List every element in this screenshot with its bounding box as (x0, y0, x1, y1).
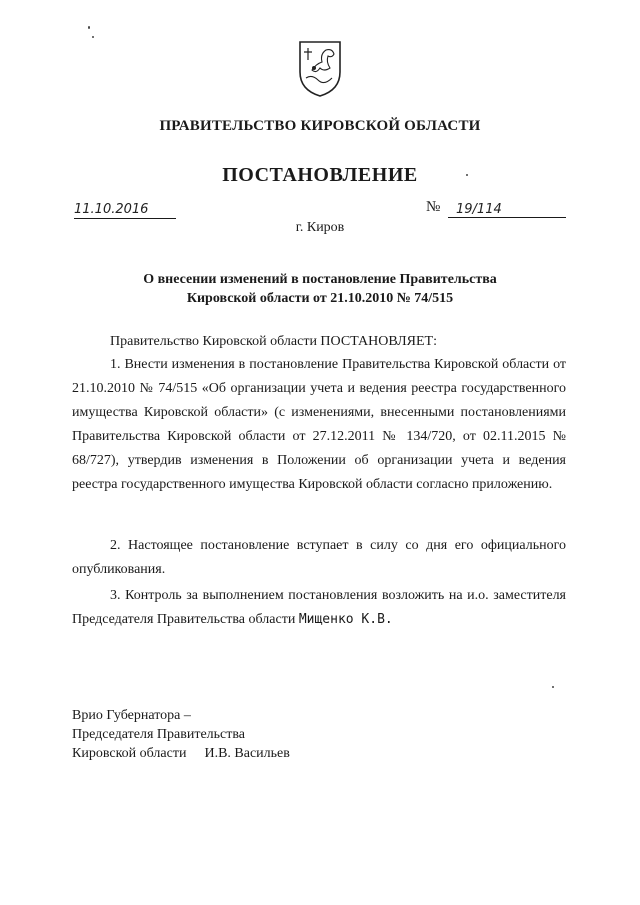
document-date-field (74, 201, 176, 219)
scan-speck (92, 36, 94, 38)
scan-speck (88, 26, 90, 29)
signature-block (72, 706, 290, 763)
item-1-text: 1. Внести изменения в постановление Правительства Кировской области от 21.10.2010 № 74/515 «Об организации учета и ведения реестра государственного имущества Кировской области» (с изменениями, внесенными постановлениями Правительства Кировской области от 27.12.2011 № 134/720, от 02.11.2015 № 68/727), утвердив изменения в Положении об организации учета и ведения реестра государственного имущества Кировской области согласно приложению. (72, 357, 566, 492)
document-type-title: ПОСТАНОВЛЕНИЕ (222, 164, 418, 186)
signature-line-1: Врио Губернатора – (72, 708, 191, 723)
item-3-text (72, 584, 566, 632)
item-2 (72, 534, 566, 582)
item-3-typed-name: Мищенко К.В. (298, 612, 393, 627)
item-2-text: 2. Настоящее постановление вступает в силу со дня его официального опубликования. (72, 538, 566, 577)
signature-line-2: Председателя Правительства (72, 727, 246, 742)
organization-title: ПРАВИТЕЛЬСТВО КИРОВСКОЙ ОБЛАСТИ (159, 118, 481, 134)
coat-of-arms-emblem (296, 38, 344, 98)
signatory-name: И.В. Васильев (204, 746, 290, 761)
signature-region: Кировской области (72, 746, 187, 761)
preamble (72, 330, 566, 354)
city: г. Киров (295, 220, 345, 235)
signature-line-3 (72, 744, 290, 763)
number-label: № (426, 199, 441, 215)
document-number-field (426, 199, 566, 218)
subject-line-2: Кировской области от 21.10.2010 № 74/515 (186, 291, 454, 306)
scan-speck (552, 686, 554, 688)
item-3 (72, 584, 566, 632)
item-1 (72, 353, 566, 497)
subject-line-1: О внесении изменений в постановление Правительства (143, 272, 497, 287)
document-number: 19/114 (456, 202, 502, 217)
document-subject (0, 270, 640, 308)
document-date: 11.10.2016 (74, 202, 149, 217)
scan-speck (466, 174, 468, 176)
item-3-prefix: 3. Контроль за выполнением постановления возложить на и.о. заместителя Председателя Правительства области (72, 588, 566, 627)
preamble-text: Правительство Кировской области ПОСТАНОВЛЯЕТ: (110, 334, 437, 349)
